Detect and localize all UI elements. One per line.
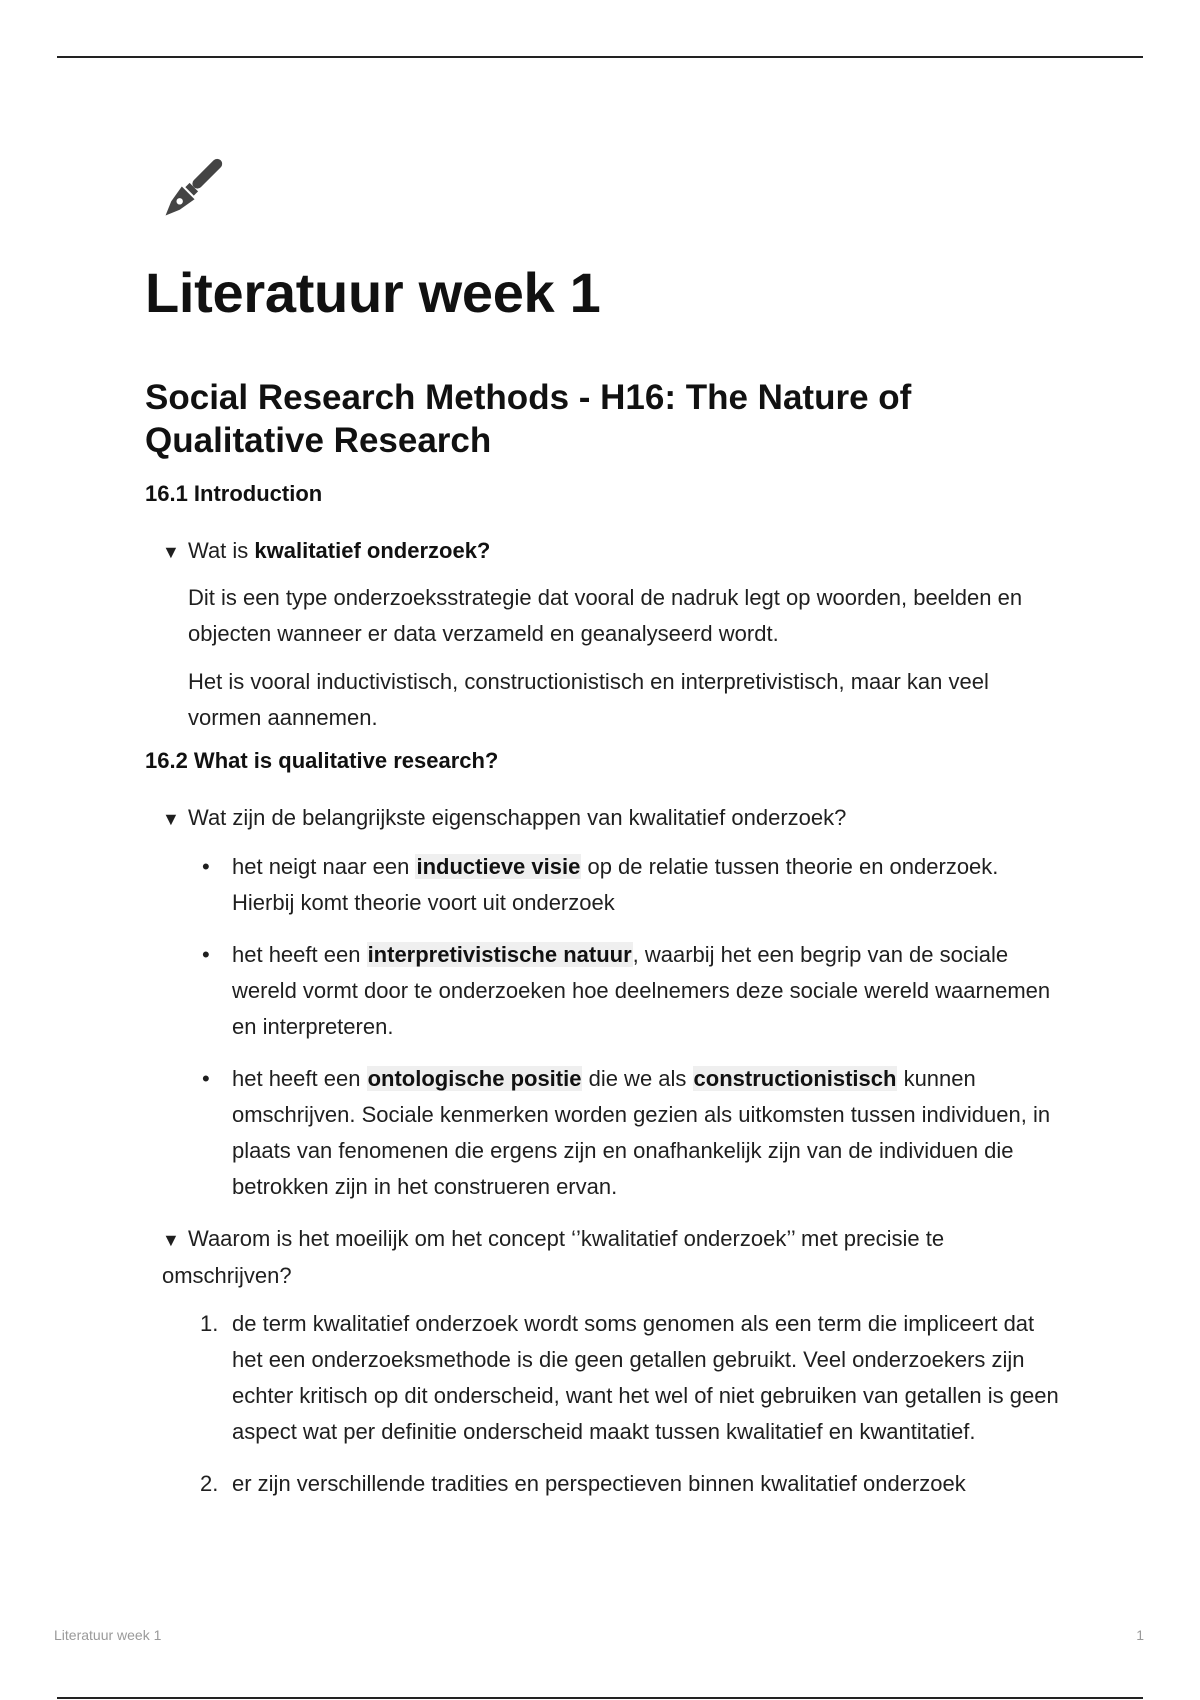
highlight-term: constructionistisch — [693, 1066, 897, 1092]
subheading-what-is-qualitative-research: 16.2 What is qualitative research? — [145, 748, 499, 774]
toggle-main-properties[interactable] — [162, 800, 1065, 837]
toggle-triangle-icon[interactable]: ▼ — [162, 1230, 180, 1251]
list-item — [145, 937, 1065, 1045]
page-number: 1 — [1136, 1627, 1144, 1643]
highlight-term: ontologische positie — [367, 1066, 582, 1092]
reasons-list — [145, 1306, 1065, 1502]
text: de term kwalitatief onderzoek wordt soms genomen als een term die impliceert dat het een onderzoeksmethode is die geen getallen gebruikt. Veel onderzoekers zijn echter kritisch op dit onderscheid, want het wel of niet gebruiken van getallen is geen aspect wat per definitie onderscheid maakt tussen kwalitatief en kwantitatief. — [232, 1311, 1059, 1445]
fountain-pen-icon — [151, 150, 231, 230]
page-content — [145, 150, 1065, 1518]
list-number: 1. — [200, 1311, 219, 1337]
footer-title: Literatuur week 1 — [54, 1627, 162, 1643]
list-item — [145, 1061, 1065, 1205]
toggle-what-is-qualitative[interactable] — [162, 533, 1065, 570]
list-item — [145, 849, 1065, 921]
paragraph-characteristics: Het is vooral inductivistisch, constructionistisch en interpretivistisch, maar kan veel vormen aannemen. — [188, 669, 989, 731]
top-rule — [57, 56, 1143, 58]
toggle-triangle-icon[interactable]: ▼ — [162, 542, 180, 563]
bottom-rule — [57, 1697, 1143, 1699]
toggle-question: Wat zijn de belangrijkste eigenschappen van kwalitatief onderzoek? — [188, 805, 847, 831]
properties-list — [145, 849, 1065, 1205]
text: die we als — [582, 1066, 693, 1092]
toggle-question: Waarom is het moeilijk om het concept ‘’kwalitatief onderzoek’’ met precisie te omschrijven? — [162, 1226, 945, 1289]
toggle-bold-term: kwalitatief onderzoek? — [254, 538, 491, 564]
text: er zijn verschillende tradities en perspectieven binnen kwalitatief onderzoek — [232, 1471, 966, 1497]
text: het heeft een — [232, 1066, 367, 1092]
toggle-prefix: Wat is — [188, 538, 255, 564]
text: op de relatie tussen theorie en onderzoek. Hierbij komt theorie voort uit onderzoek — [232, 854, 999, 916]
subheading-introduction: 16.1 Introduction — [145, 481, 323, 507]
toggle-triangle-icon[interactable]: ▼ — [162, 809, 180, 830]
text: , waarbij het een begrip van de sociale wereld vormt door te onderzoeken hoe deelnemers deze sociale wereld waarnemen en interpreteren. — [232, 942, 1051, 1040]
page-title: Literatuur week 1 — [145, 261, 601, 324]
text: het heeft een — [232, 942, 367, 968]
list-number: 2. — [200, 1471, 219, 1497]
section-heading: Social Research Methods - H16: The Nature of Qualitative Research — [145, 377, 912, 461]
toggle-body-1 — [188, 580, 1065, 736]
paragraph-definition: Dit is een type onderzoeksstrategie dat vooral de nadruk legt op woorden, beelden en objecten wanneer er data verzameld en geanalyseerd wordt. — [188, 585, 1023, 647]
text: het neigt naar een — [232, 854, 416, 880]
highlight-term: interpretivistische natuur — [367, 942, 632, 968]
text: kunnen omschrijven. Sociale kenmerken worden gezien als uitkomsten tussen individuen, in plaats van fenomenen die ergens zijn en onafhankelijk zijn van de individuen die betrokken zijn in het construeren ervan. — [232, 1066, 1051, 1200]
list-item — [145, 1306, 1065, 1450]
highlight-term: inductieve visie — [416, 854, 581, 880]
toggle-why-difficult[interactable] — [162, 1221, 1065, 1294]
list-item — [145, 1466, 1065, 1502]
